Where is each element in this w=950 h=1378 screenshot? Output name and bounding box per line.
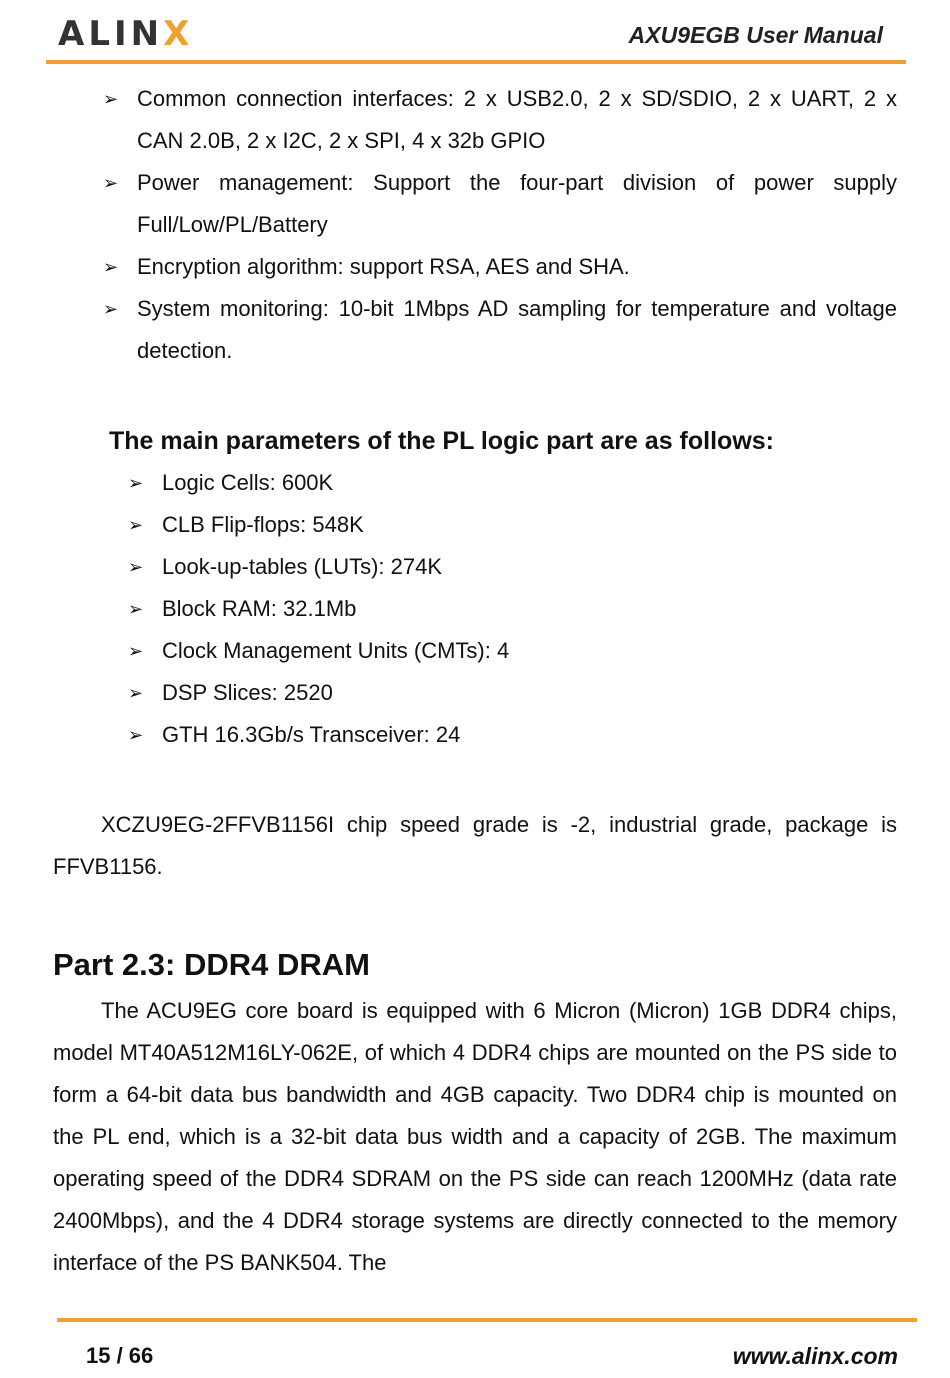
list-item bbox=[53, 288, 897, 372]
list-item bbox=[53, 630, 897, 672]
ddr-paragraph: The ACU9EG core board is equipped with 6 Micron (Micron) 1GB DDR4 chips, model MT40A512M16LY-062E, of which 4 DDR4 chips are mounted on the PS side to form a 64-bit data bus bandwidth and 4GB capacity. Two DDR4 chip is mounted on the PL end, which is a 32-bit data bus width and a capacity of 2GB. The maximum operating speed of the DDR4 SDRAM on the PS side can reach 1200MHz (data rate 2400Mbps), and the 4 DDR4 storage systems are directly connected to the memory interface of the PS BANK504. The bbox=[53, 998, 897, 1275]
list-item bbox=[53, 162, 897, 246]
ps-feature-list bbox=[53, 78, 897, 372]
arrow-bullet-icon: ➢ bbox=[128, 599, 144, 619]
page-header bbox=[0, 0, 950, 70]
list-item bbox=[53, 504, 897, 546]
pl-param-list bbox=[53, 462, 897, 756]
footer-rule bbox=[57, 1318, 917, 1322]
list-item-text: System monitoring: 10-bit 1Mbps AD sampling for temperature and voltage detection. bbox=[137, 296, 897, 363]
arrow-bullet-icon: ➢ bbox=[128, 473, 144, 493]
arrow-bullet-icon: ➢ bbox=[103, 257, 119, 277]
logo-text: ALIN bbox=[58, 14, 164, 54]
list-item-text: GTH 16.3Gb/s Transceiver: 24 bbox=[162, 722, 461, 747]
list-item-text: Encryption algorithm: support RSA, AES and SHA. bbox=[137, 254, 630, 279]
website-url: www.alinx.com bbox=[732, 1343, 898, 1369]
alinx-logo bbox=[58, 14, 193, 54]
list-item bbox=[53, 546, 897, 588]
arrow-bullet-icon: ➢ bbox=[128, 641, 144, 661]
list-item bbox=[53, 462, 897, 504]
list-item-text: Common connection interfaces: 2 x USB2.0, 2 x SD/SDIO, 2 x UART, 2 x CAN 2.0B, 2 x I2C, 2 x SPI, 4 x 32b GPIO bbox=[137, 86, 897, 153]
section-title: Part 2.3: DDR4 DRAM bbox=[53, 947, 370, 982]
list-item bbox=[53, 78, 897, 162]
arrow-bullet-icon: ➢ bbox=[128, 515, 144, 535]
arrow-bullet-icon: ➢ bbox=[128, 557, 144, 577]
list-item-text: Block RAM: 32.1Mb bbox=[162, 596, 357, 621]
list-item bbox=[53, 246, 897, 288]
list-item bbox=[53, 672, 897, 714]
list-item-text: Look-up-tables (LUTs): 274K bbox=[162, 554, 443, 579]
pl-params-heading: The main parameters of the PL logic part are as follows: bbox=[109, 427, 774, 455]
list-item-text: CLB Flip-flops: 548K bbox=[162, 512, 364, 537]
list-item-text: Clock Management Units (CMTs): 4 bbox=[162, 638, 510, 663]
arrow-bullet-icon: ➢ bbox=[128, 725, 144, 745]
chip-paragraph: XCZU9EG-2FFVB1156I chip speed grade is -2, industrial grade, package is FFVB1156. bbox=[53, 812, 897, 879]
manual-title: AXU9EGB User Manual bbox=[628, 22, 883, 48]
logo-x: X bbox=[163, 14, 194, 54]
list-item bbox=[53, 714, 897, 756]
arrow-bullet-icon: ➢ bbox=[128, 683, 144, 703]
arrow-bullet-icon: ➢ bbox=[103, 173, 119, 193]
page-content bbox=[53, 78, 897, 1284]
header-rule bbox=[46, 60, 906, 64]
list-item bbox=[53, 588, 897, 630]
page-number: 15 / 66 bbox=[86, 1343, 154, 1368]
list-item-text: DSP Slices: 2520 bbox=[162, 680, 333, 705]
arrow-bullet-icon: ➢ bbox=[103, 299, 119, 319]
list-item-text: Logic Cells: 600K bbox=[162, 470, 334, 495]
list-item-text: Power management: Support the four-part division of power supply Full/Low/PL/Battery bbox=[137, 170, 897, 237]
arrow-bullet-icon: ➢ bbox=[103, 89, 119, 109]
